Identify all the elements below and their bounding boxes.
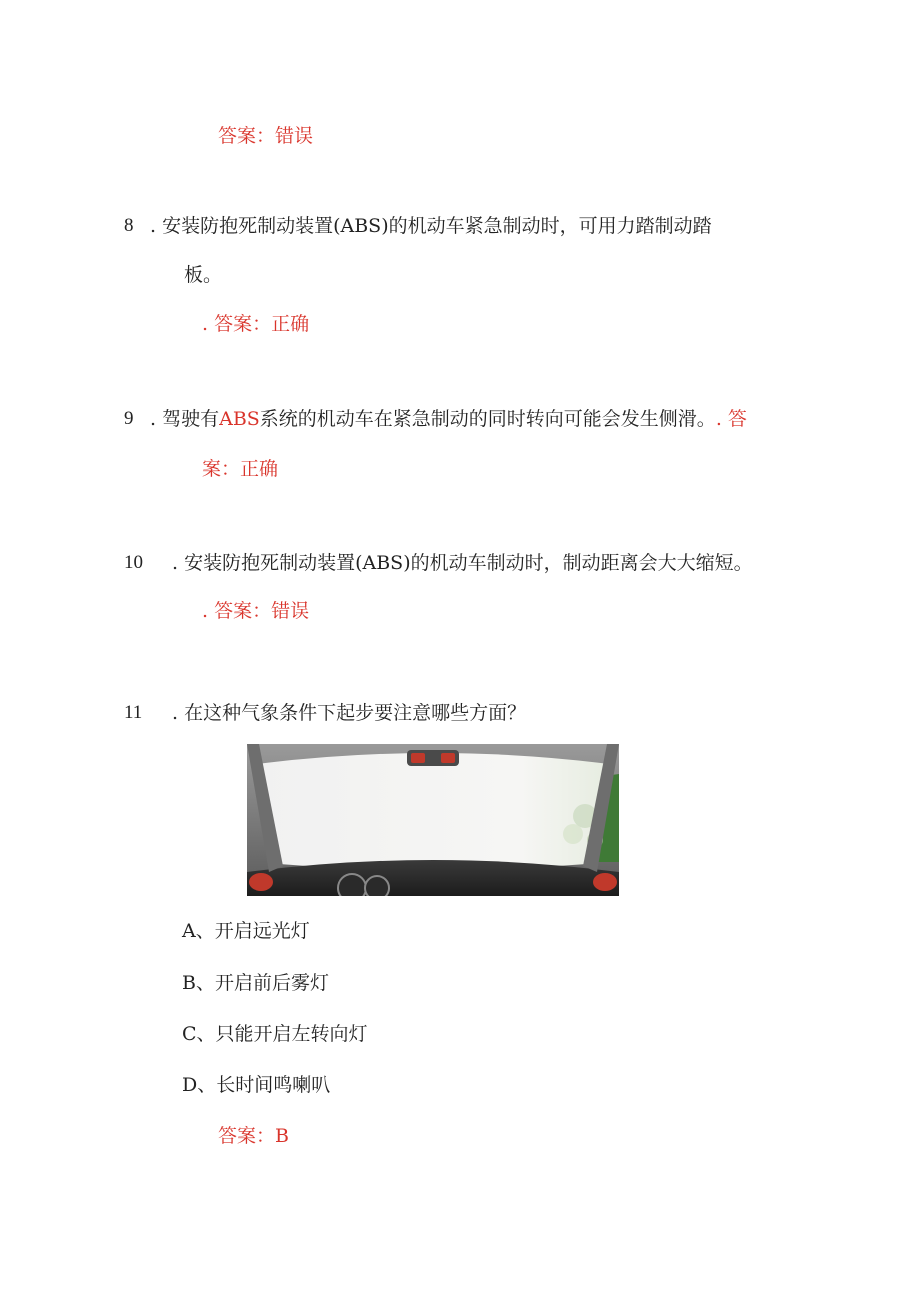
answer-7: 答案：错误 [218, 125, 314, 147]
question-9-text-b: 系统的机动车在紧急制动的同时转向可能会发生侧滑。 [259, 408, 716, 430]
question-9-text [150, 407, 747, 431]
answer-9: 案：正确 [202, 458, 279, 480]
question-11-text: . 在这种气象条件下起步要注意哪些方面？ [172, 702, 527, 724]
question-9-text-a: . 驾驶有 [150, 408, 220, 430]
question-8-text-cont: 板。 [184, 264, 223, 286]
answer-10: . 答案：错误 [202, 600, 310, 622]
question-10-text: . 安装防抱死制动装置(ABS)的机动车制动时，制动距离会大大缩短。 [172, 552, 753, 574]
question-number-10: 10 [124, 552, 143, 573]
question-8-text: . 安装防抱死制动装置(ABS)的机动车紧急制动时，可用力踏制动踏 [150, 215, 712, 237]
option-a: A、开启远光灯 [182, 920, 310, 942]
foggy-windshield-image [247, 744, 619, 896]
option-d: D、长时间鸣喇叭 [182, 1074, 331, 1096]
abs-highlight: ABS [219, 408, 260, 430]
question-number-8: 8 [124, 215, 134, 236]
option-b: B、开启前后雾灯 [182, 972, 329, 994]
answer-8: . 答案：正确 [202, 313, 310, 335]
answer-9-start: . 答 [715, 408, 747, 430]
question-number-11: 11 [124, 702, 143, 723]
option-c: C、只能开启左转向灯 [182, 1023, 368, 1045]
question-number-9: 9 [124, 408, 134, 429]
answer-11: 答案：B [218, 1125, 289, 1147]
